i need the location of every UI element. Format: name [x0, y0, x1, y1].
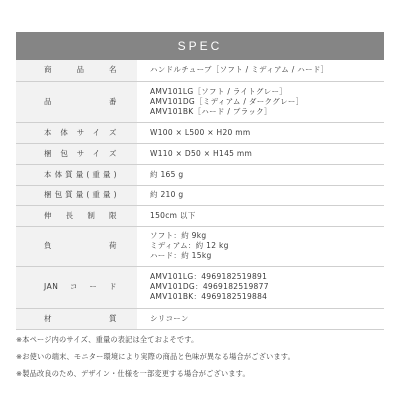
- notes-section: [16, 331, 384, 382]
- table-row: [16, 266, 384, 308]
- row-value-product-name: [137, 60, 384, 81]
- table-row: [16, 308, 384, 329]
- row-label-package-weight: 梱包質量(重量): [16, 185, 137, 205]
- row-value-product-number: [137, 81, 384, 122]
- table-row: [16, 143, 384, 164]
- table-row: [16, 185, 384, 205]
- note-size-weight: ※本ページ内のサイズ、重量の表記は全ておよそです。: [16, 335, 199, 344]
- value-line: AMV101BK［ハード / ブラック］: [150, 106, 272, 116]
- row-value-jan-code: [137, 266, 384, 308]
- value-line: AMV101LG［ソフト / ライトグレー］: [150, 86, 288, 96]
- table-row: [16, 81, 384, 122]
- value-line: シリコーン: [150, 313, 189, 323]
- row-label-body-size: 本体サイズ: [16, 122, 137, 143]
- table-row: [16, 164, 384, 185]
- value-line: W110 × D50 × H145 mm: [150, 148, 253, 158]
- row-label-product-number: 品番: [16, 81, 137, 122]
- row-value-body-weight: [137, 164, 384, 185]
- value-line: ハンドルチューブ［ソフト / ミディアム / ハード］: [150, 65, 329, 75]
- value-line: 150cm 以下: [150, 210, 196, 220]
- value-line: ハード：約 15kg: [150, 251, 212, 260]
- value-line: ミディアム：約 12 kg: [150, 241, 229, 250]
- row-value-package-size: [137, 143, 384, 164]
- row-value-package-weight: [137, 185, 384, 205]
- row-value-body-size: [137, 122, 384, 143]
- table-row: [16, 60, 384, 81]
- row-label-load: 負荷: [16, 226, 137, 266]
- row-label-stretch-limit: 伸長制限: [16, 205, 137, 226]
- row-label-product-name: 商品名: [16, 60, 137, 81]
- spec-table: [16, 60, 384, 330]
- value-line: 約 165 g: [150, 169, 184, 179]
- row-label-body-weight: 本体質量(重量): [16, 164, 137, 185]
- value-line: 約 210 g: [150, 190, 184, 199]
- value-line: AMV101BK：4969182519884: [150, 292, 268, 301]
- spec-title: SPEC: [16, 32, 384, 60]
- row-label-jan-code: JANコード: [16, 266, 137, 308]
- row-label-package-size: 梱包サイズ: [16, 143, 137, 164]
- value-line: AMV101DG：4969182519877: [150, 282, 269, 291]
- value-line: AMV101DG［ミディアム / ダークグレー］: [150, 96, 304, 106]
- value-line: ソフト：約 9kg: [150, 231, 207, 240]
- note-design-change: ※製品改良のため、デザイン・仕様を一部変更する場合がございます。: [16, 369, 250, 378]
- table-row: [16, 122, 384, 143]
- table-row: [16, 226, 384, 266]
- value-line: AMV101LG：4969182519891: [150, 272, 268, 281]
- value-line: W100 × L500 × H20 mm: [150, 127, 251, 137]
- spec-section: [16, 32, 384, 330]
- note-color-difference: ※お使いの端末、モニター環境により実際の商品と色味が異なる場合がございます。: [16, 352, 295, 361]
- row-value-stretch-limit: [137, 205, 384, 226]
- row-value-material: [137, 308, 384, 329]
- table-row: [16, 205, 384, 226]
- row-value-load: [137, 226, 384, 266]
- row-label-material: 材質: [16, 308, 137, 329]
